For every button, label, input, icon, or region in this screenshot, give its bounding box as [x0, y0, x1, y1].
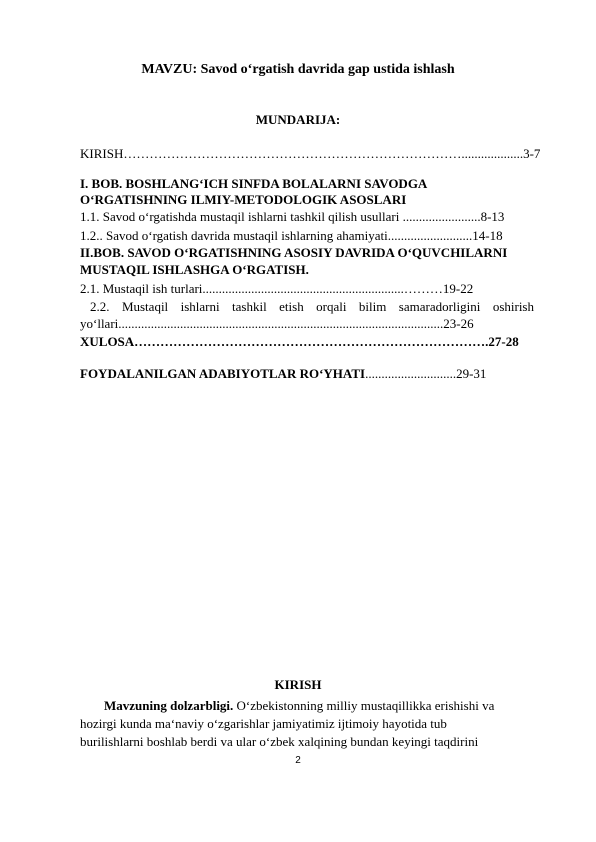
- toc-chapter-1-title-line1: I. BOB. BOSHLANG‘ICH SINFDA BOLALARNI SAVODGA: [80, 176, 428, 191]
- toc-entry-adabiyotlar-label: FOYDALANILGAN ADABIYOTLAR RO‘YHATI: [80, 366, 366, 381]
- toc-chapter-2-title-line2: MUSTAQIL ISHLASHGA O‘RGATISH.: [80, 262, 309, 277]
- toc-entry-adabiyotlar-pages: ............................29-31: [365, 366, 487, 381]
- toc-entry-1-1: 1.1. Savod o‘rgatishda mustaqil ishlarni tashkil qilish usullari ........................8-13: [80, 209, 505, 224]
- intro-line-1: [104, 698, 494, 714]
- toc-entry-kirish: KIRISH……………………………………………………………………...................3-7: [80, 146, 541, 161]
- document-title: MAVZU: Savod o‘rgatish davrida gap ustida ishlash: [141, 62, 455, 77]
- toc-chapter-2-title-line1: II.BOB. SAVOD O‘RGATISHNING ASOSIY DAVRIDA O‘QUVCHILARNI: [80, 245, 508, 260]
- toc-entry-xulosa: XULOSA……………………………………………………………………….27-28: [80, 334, 519, 349]
- toc-entry-adabiyotlar: [80, 366, 542, 382]
- intro-heading: KIRISH: [274, 677, 322, 692]
- toc-chapter-1-title-line2: O‘RGATISHNING ILMIY-METODOLOGIK ASOSLARI: [80, 192, 407, 207]
- intro-line-3: burilishlarni boshlab berdi va ular o‘zbek xalqining bundan keyingi taqdirini: [80, 734, 479, 749]
- toc-entry-2-2-line1: 2.2. Mustaqil ishlarni tashkil etish orqali bilim samaradorligini oshirish: [90, 299, 534, 314]
- intro-bold-lead: Mavzuning dolzarbligi.: [104, 698, 234, 713]
- intro-line-1-rest: O‘zbekistonning milliy mustaqillikka erishishi va: [233, 698, 495, 713]
- toc-entry-2-1: 2.1. Mustaqil ish turlari..............................................................………19-22: [80, 281, 474, 296]
- intro-line-2: hozirgi kunda ma‘naviy o‘zgarishlar jamiyatimiz ijtimoiy hayotida tub: [80, 716, 447, 731]
- page-number: 2: [295, 755, 301, 766]
- toc-entry-1-2: 1.2.. Savod o‘rgatish davrida mustaqil ishlarning ahamiyati..........................14-18: [80, 228, 503, 243]
- toc-entry-2-2-line2: yo‘llari....................................................................................................23-26: [80, 316, 474, 331]
- contents-heading: MUNDARIJA:: [255, 112, 341, 127]
